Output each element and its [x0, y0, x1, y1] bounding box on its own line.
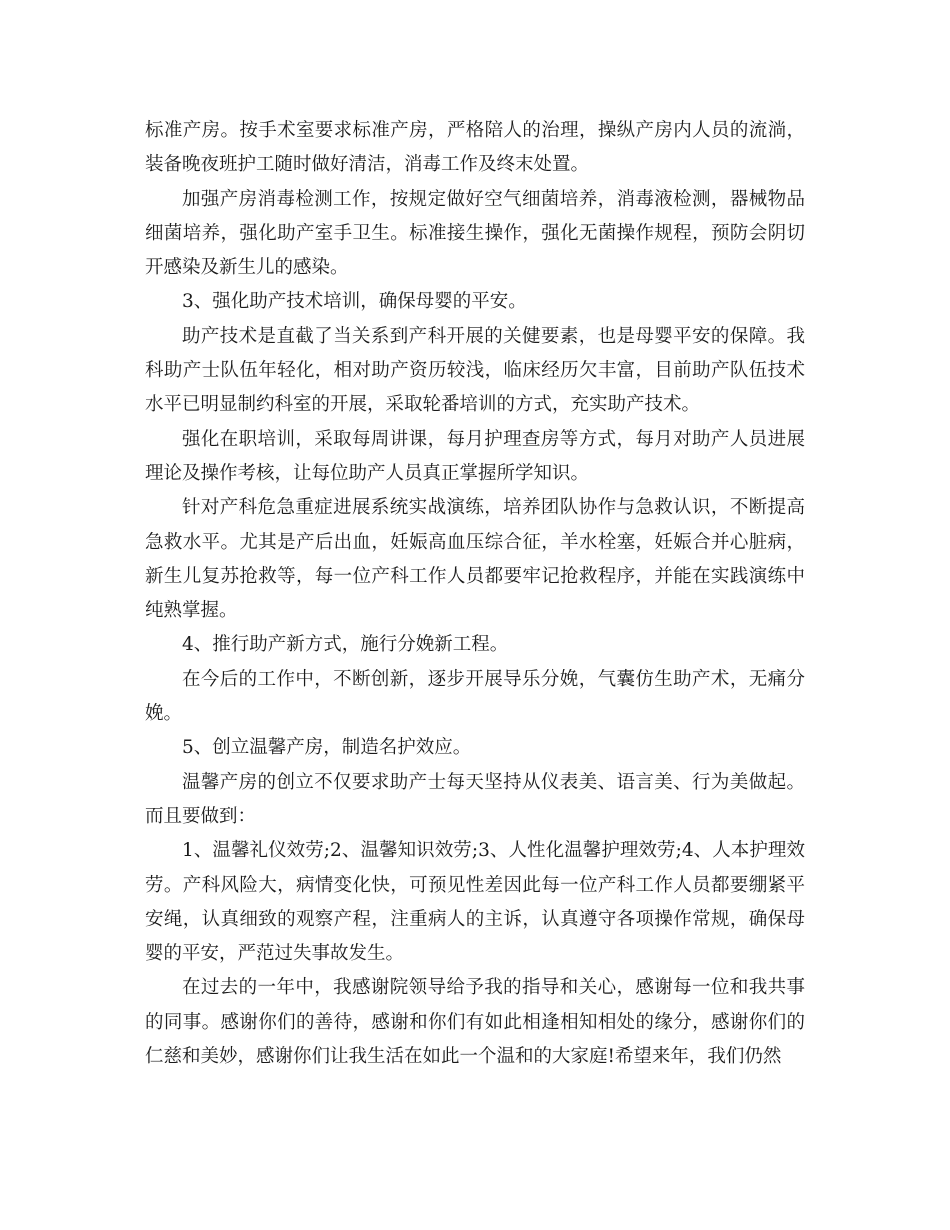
section-heading-4: 4、推行助产新方式，施行分娩新工程。 [182, 634, 509, 656]
paragraph-1: 标准产房。按手术室要求标准产房，严格陪人的治理，操纵产房内人员的流淌，装备晚夜班护工随时做好清洁，消毒工作及终末处置。 [145, 120, 805, 176]
paragraph-12: 在过去的一年中，我感谢院领导给予我的指导和关心，感谢每一位和我共事的同事。感谢你们的善待，感谢和你们有如此相逢相知相处的缘分，感谢你们的仁慈和美妙，感谢你们让我生活在如此一个温和的大家庭!希望来年，我们仍然 [145, 977, 805, 1068]
section-heading-5: 5、创立温馨产房，制造名护效应。 [182, 737, 472, 759]
paragraph-10: 温馨产房的创立不仅要求助产士每天坚持从仪表美、语言美、行为美做起。而且要做到： [145, 771, 805, 827]
document-body [145, 114, 805, 1074]
paragraph-4: 助产技术是直截了当关系到产科开展的关健要素，也是母婴平安的保障。我科助产士队伍年轻化，相对助产资历较浅，临床经历欠丰富，目前助产队伍技术水平已明显制约科室的开展，采取轮番培训的方式，充实助产技术。 [145, 325, 805, 416]
paragraph-11: 1、温馨礼仪效劳;2、温馨知识效劳;3、人性化温馨护理效劳;4、人本护理效劳。产科风险大，病情变化快，可预见性差因此每一位产科工作人员都要绷紧平安绳，认真细致的观察产程，注重病人的主诉，认真遵守各项操作常规，确保母婴的平安，严范过失事故发生。 [145, 840, 805, 965]
paragraph-6: 针对产科危急重症进展系统实战演练，培养团队协作与急救认识，不断提高急救水平。尤其是产后出血，妊娠高血压综合征，羊水栓塞，妊娠合并心脏病，新生儿复苏抢救等，每一位产科工作人员都要牢记抢救程序，并能在实践演练中纯熟掌握。 [145, 497, 805, 622]
paragraph-8: 在今后的工作中，不断创新，逐步开展导乐分娩，气囊仿生助产术，无痛分娩。 [145, 668, 805, 725]
paragraph-2: 加强产房消毒检测工作，按规定做好空气细菌培养，消毒液检测，器械物品细菌培养，强化助产室手卫生。标准接生操作，强化无菌操作规程，预防会阴切开感染及新生儿的感染。 [145, 188, 805, 279]
paragraph-5: 强化在职培训，采取每周讲课，每月护理查房等方式，每月对助产人员进展理论及操作考核，让每位助产人员真正掌握所学知识。 [145, 428, 805, 484]
section-heading-3: 3、强化助产技术培训，确保母婴的平安。 [182, 291, 527, 313]
